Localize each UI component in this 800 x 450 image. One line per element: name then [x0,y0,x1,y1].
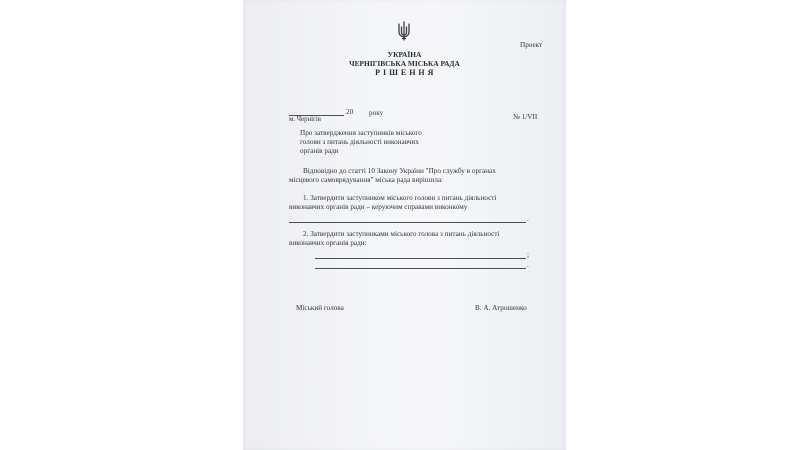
item-2-line: виконавчих органів ради: [289,239,367,247]
council-heading: ЧЕРНІГІВСЬКА МІСЬКА РАДА [349,59,460,68]
preamble-line: Відповідно до статті 10 Закону України "Про службу в органах [303,167,496,175]
preamble-line: місцевого самоврядування" міська рада вирішила: [289,176,444,184]
signature-name: В. А. Атрошенко [475,304,527,312]
item-2-line: 2. Затвердити заступниками міського голова з питань діяльності [303,230,500,238]
item-2-blank-line [315,258,526,259]
item-2-blank-line [315,268,526,269]
item-1-line: 1. Затвердити заступником міського голови з питань діяльності [303,194,497,202]
subject-line: голови з питань діяльності виконавчих [300,138,419,146]
document-sheet [243,0,566,450]
trident-emblem-icon [397,21,411,41]
city-label: м. Чернігів [289,116,321,123]
decision-number: № 1/VII [513,113,538,121]
date-year: 20 [346,108,354,116]
signature-title: Міський голова [296,304,344,312]
decision-heading: Р І Ш Е Н Н Я [375,68,434,77]
subject-line: Про затвердження заступників міського [300,129,422,137]
date-suffix: року [369,109,384,117]
country-heading: УКРАЇНА [387,50,422,59]
subject-line: органів ради [300,147,339,155]
draft-mark: Проект [520,41,543,49]
item-1-blank-line [289,222,526,223]
item-1-line: виконавчих органів ради – керуючим справами виконкому [289,203,468,211]
item-2-end: ; [527,251,529,259]
item-2-end: . [527,261,529,269]
item-1-end: . [527,215,529,223]
